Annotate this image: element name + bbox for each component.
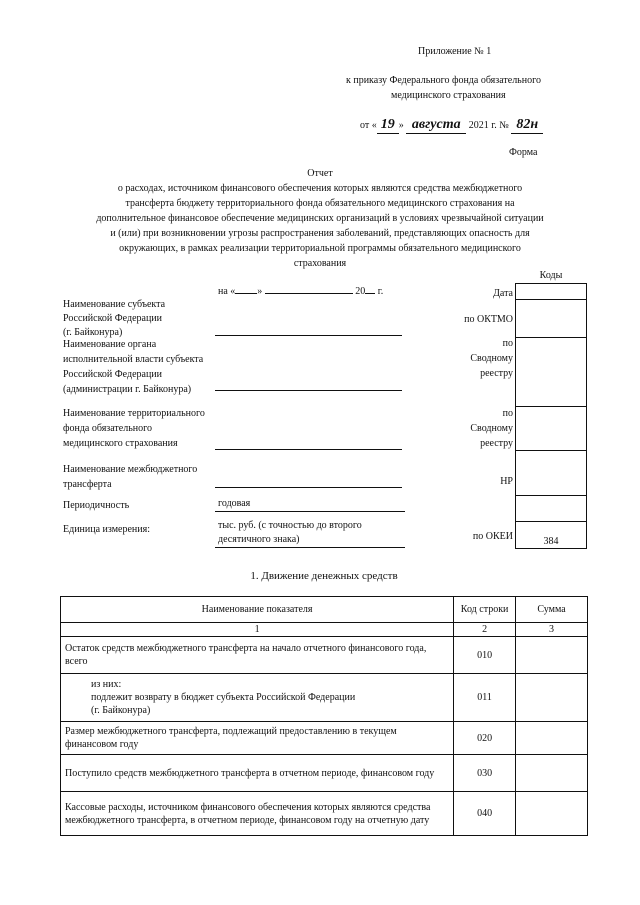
svodny-code-label-2: по Сводному реестру: [470, 408, 513, 449]
date-code-label: Дата: [493, 288, 513, 299]
report-title: [40, 166, 600, 271]
cash-flow-table: [60, 596, 588, 836]
col-sum-header: Сумма: [516, 597, 588, 623]
subject-label: Наименование субъекта Российской Федерации (г. Байконура): [63, 299, 166, 338]
title-line-3: дополнительное финансовое обеспечение медицинских организаций в условиях чрезвычайной ситуации: [96, 213, 544, 224]
row-010-code: 010: [454, 637, 516, 674]
col-num-3: 3: [516, 623, 588, 637]
code-box-oktmo: [515, 299, 587, 338]
appendix-label: Приложение № 1: [418, 46, 492, 57]
row-010-sum[interactable]: [516, 637, 588, 674]
row-020-code: 020: [454, 722, 516, 755]
row-030-sum[interactable]: [516, 755, 588, 792]
row-010-name: Остаток средств межбюджетного трансферта на начало отчетного финансового года, всего: [61, 637, 454, 674]
title-line-5: окружающих, в рамках реализации территориальной программы обязательного медицинского: [119, 243, 521, 254]
date-from: от «: [360, 120, 377, 131]
organ-label: Наименование органа исполнительной власти субъекта Российской Федерации (администрации г. Байконура): [63, 339, 204, 395]
fund-field[interactable]: [215, 449, 402, 450]
transfer-field[interactable]: [215, 487, 402, 488]
table-row: [61, 755, 588, 792]
code-box-blank: [515, 495, 587, 522]
code-box-date: [515, 283, 587, 300]
row-030-name: Поступило средств межбюджетного трансферта в отчетном периоде, финансовом году: [61, 755, 454, 792]
oktmo-code-label: по ОКТМО: [464, 314, 513, 325]
col-name-header: Наименование показателя: [61, 597, 454, 623]
order-date-line: [360, 117, 543, 134]
codes-header: Коды: [539, 270, 563, 281]
order-line-2: медицинского страхования: [391, 90, 506, 101]
np-code-label: НР: [500, 476, 513, 487]
col-num-1: 1: [61, 623, 454, 637]
on-date-left: на «: [218, 286, 236, 297]
row-020-sum[interactable]: [516, 722, 588, 755]
on-date-year: 20: [355, 286, 366, 297]
row-011-name: из них: подлежит возврату в бюджет субъекта Российской Федерации (г. Байконура): [61, 674, 454, 722]
table-row: [61, 674, 588, 722]
table-row: [61, 792, 588, 836]
code-box-svodny-2: [515, 406, 587, 451]
order-line-1: к приказу Федерального фонда обязательного: [346, 75, 541, 86]
order-year-no: 2021 г. №: [468, 120, 509, 131]
table-row: [61, 722, 588, 755]
periodicity-label: Периодичность: [63, 500, 130, 511]
unit-field[interactable]: тыс. руб. (с точностью до второго десятичного знака): [215, 519, 405, 548]
table-row: [61, 637, 588, 674]
on-date-mid: »: [257, 286, 263, 297]
table-number-row: [61, 623, 588, 637]
title-line-6: страхования: [293, 258, 347, 269]
row-030-code: 030: [454, 755, 516, 792]
col-num-2: 2: [454, 623, 516, 637]
title-line-4: и (или) при возникновении угрозы распространения заболеваний, представляющих опасность для: [110, 228, 530, 239]
quote-close: »: [398, 120, 404, 131]
transfer-label: Наименование межбюджетного трансферта: [63, 464, 198, 490]
subject-field[interactable]: [215, 335, 402, 336]
col-code-header: Код строки: [454, 597, 516, 623]
section-1-title: 1. Движение денежных средств: [250, 570, 398, 582]
table-header-row: [61, 597, 588, 623]
row-040-name: Кассовые расходы, источником финансового обеспечения которых являются средства межбюджетного трансферта, в отчетном периоде, финансовом году на отчетную дату: [61, 792, 454, 836]
fund-label: Наименование территориального фонда обязательного медицинского страхования: [63, 408, 205, 449]
row-011-sum[interactable]: [516, 674, 588, 722]
title-line-2: трансферта бюджету территориального фонда обязательного медицинского страхования на: [125, 198, 515, 209]
row-020-name: Размер межбюджетного трансферта, подлежащий предоставлению в текущем финансовом году: [61, 722, 454, 755]
on-date-g: г.: [377, 286, 384, 297]
row-040-code: 040: [454, 792, 516, 836]
okei-code-label: по ОКЕИ: [472, 531, 513, 542]
row-011-code: 011: [454, 674, 516, 722]
okei-value: 384: [543, 536, 559, 547]
code-box-okei: [515, 521, 587, 549]
title-line-1: о расходах, источником финансового обеспечения которых являются средства межбюджетного: [117, 183, 523, 194]
code-box-svodny-1: [515, 337, 587, 407]
periodicity-value: годовая: [218, 498, 251, 509]
form-label: Форма: [509, 147, 538, 158]
code-box-np: [515, 450, 587, 496]
order-month: августа: [406, 117, 466, 134]
order-day: 19: [377, 117, 399, 134]
order-number: 82н: [511, 117, 543, 134]
periodicity-field[interactable]: [215, 497, 405, 512]
title-line-0: Отчет: [307, 168, 333, 179]
row-040-sum[interactable]: [516, 792, 588, 836]
unit-label: Единица измерения:: [63, 524, 150, 535]
report-date-line: [218, 286, 383, 297]
svodny-code-label-1: по Сводному реестру: [470, 338, 513, 379]
organ-field[interactable]: [215, 390, 402, 391]
